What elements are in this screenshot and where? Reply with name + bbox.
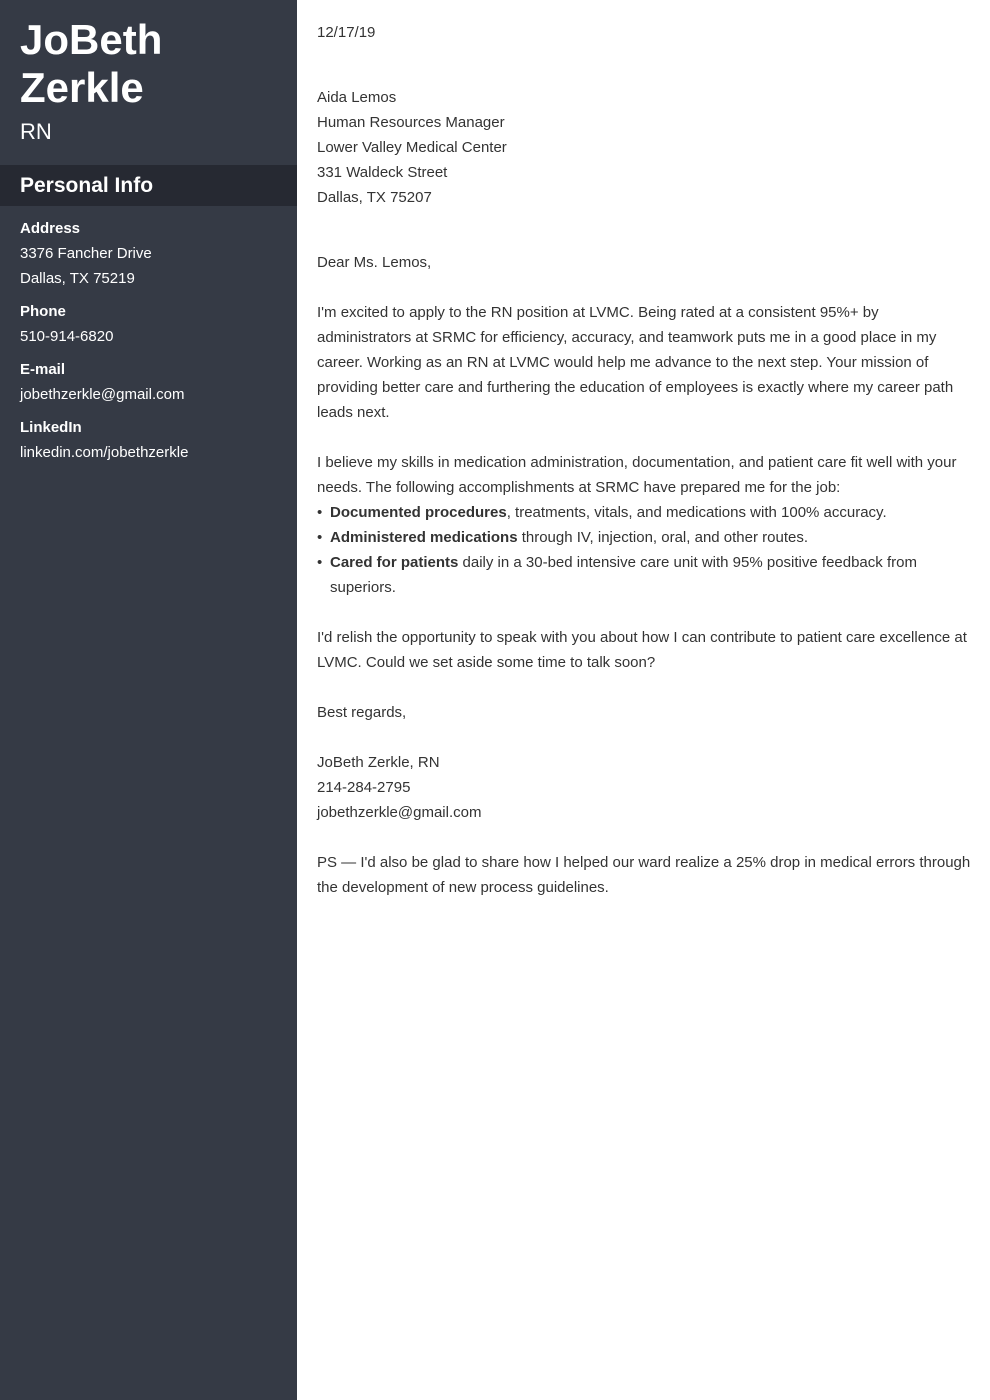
signature-name: JoBeth Zerkle, RN — [317, 754, 440, 771]
signature-phone: 214-284-2795 — [317, 779, 411, 796]
bullet-bold: Cared for patients — [330, 554, 459, 571]
bullet-bold: Documented procedures — [330, 504, 507, 521]
address-line-1: 3376 Fancher Drive — [20, 245, 152, 262]
recipient-city: Dallas, TX 75207 — [317, 189, 432, 206]
job-title: RN — [20, 119, 52, 144]
list-item — [317, 500, 973, 525]
paragraph-2: I believe my skills in medication administration, documentation, and patient care fit well with your needs. The following accomplishments at SRMC have prepared me for the job: — [317, 454, 957, 496]
email-label: E-mail — [20, 361, 66, 378]
bullet-text: daily in a 30-bed intensive care unit with 95% positive feedback from superiors. — [330, 554, 917, 596]
address-block — [20, 216, 290, 291]
candidate-name — [20, 16, 280, 112]
accomplishments-list — [317, 500, 973, 600]
first-name: JoBeth — [20, 16, 163, 63]
recipient-block — [317, 85, 973, 210]
salutation: Dear Ms. Lemos, — [317, 254, 432, 271]
phone-block — [20, 299, 290, 349]
letter-date: 12/17/19 — [317, 24, 376, 41]
paragraph-1: I'm excited to apply to the RN position at LVMC. Being rated at a consistent 95%+ by administrators at SRMC for efficiency, accuracy, and teamwork puts me in a good place in my career. Working as an RN at LVMC would help me advance to the next step. Your mission of providing better care and furthering the education of employees is exactly where my career path leads next. — [317, 304, 954, 421]
list-item — [317, 525, 973, 550]
linkedin-label: LinkedIn — [20, 419, 82, 436]
last-name: Zerkle — [20, 64, 144, 111]
email-value: jobethzerkle@gmail.com — [20, 386, 185, 403]
list-item — [317, 550, 973, 600]
phone-value: 510-914-6820 — [20, 328, 114, 345]
linkedin-block — [20, 415, 290, 465]
personal-info-header — [0, 165, 297, 206]
phone-label: Phone — [20, 303, 66, 320]
signature-block — [317, 750, 973, 825]
bullet-text: through IV, injection, oral, and other routes. — [517, 529, 809, 546]
recipient-name: Aida Lemos — [317, 89, 397, 106]
paragraph-3: I'd relish the opportunity to speak with you about how I can contribute to patient care excellence at LVMC. Could we set aside some time to talk soon? — [317, 629, 967, 671]
sidebar — [0, 0, 297, 1400]
section-title: Personal Info — [20, 174, 154, 197]
letter-body — [317, 20, 973, 900]
email-block — [20, 357, 290, 407]
address-label: Address — [20, 220, 81, 237]
bullet-bold: Administered medications — [330, 529, 518, 546]
postscript: PS — I'd also be glad to share how I helped our ward realize a 25% drop in medical errors through the development of new process guidelines. — [317, 854, 971, 896]
bullet-text: , treatments, vitals, and medications with 100% accuracy. — [506, 504, 887, 521]
recipient-title: Human Resources Manager — [317, 114, 505, 131]
address-line-2: Dallas, TX 75219 — [20, 270, 135, 287]
signature-email: jobethzerkle@gmail.com — [317, 804, 482, 821]
closing: Best regards, — [317, 704, 407, 721]
recipient-organization: Lower Valley Medical Center — [317, 139, 507, 156]
recipient-street: 331 Waldeck Street — [317, 164, 448, 181]
linkedin-value: linkedin.com/jobethzerkle — [20, 444, 189, 461]
